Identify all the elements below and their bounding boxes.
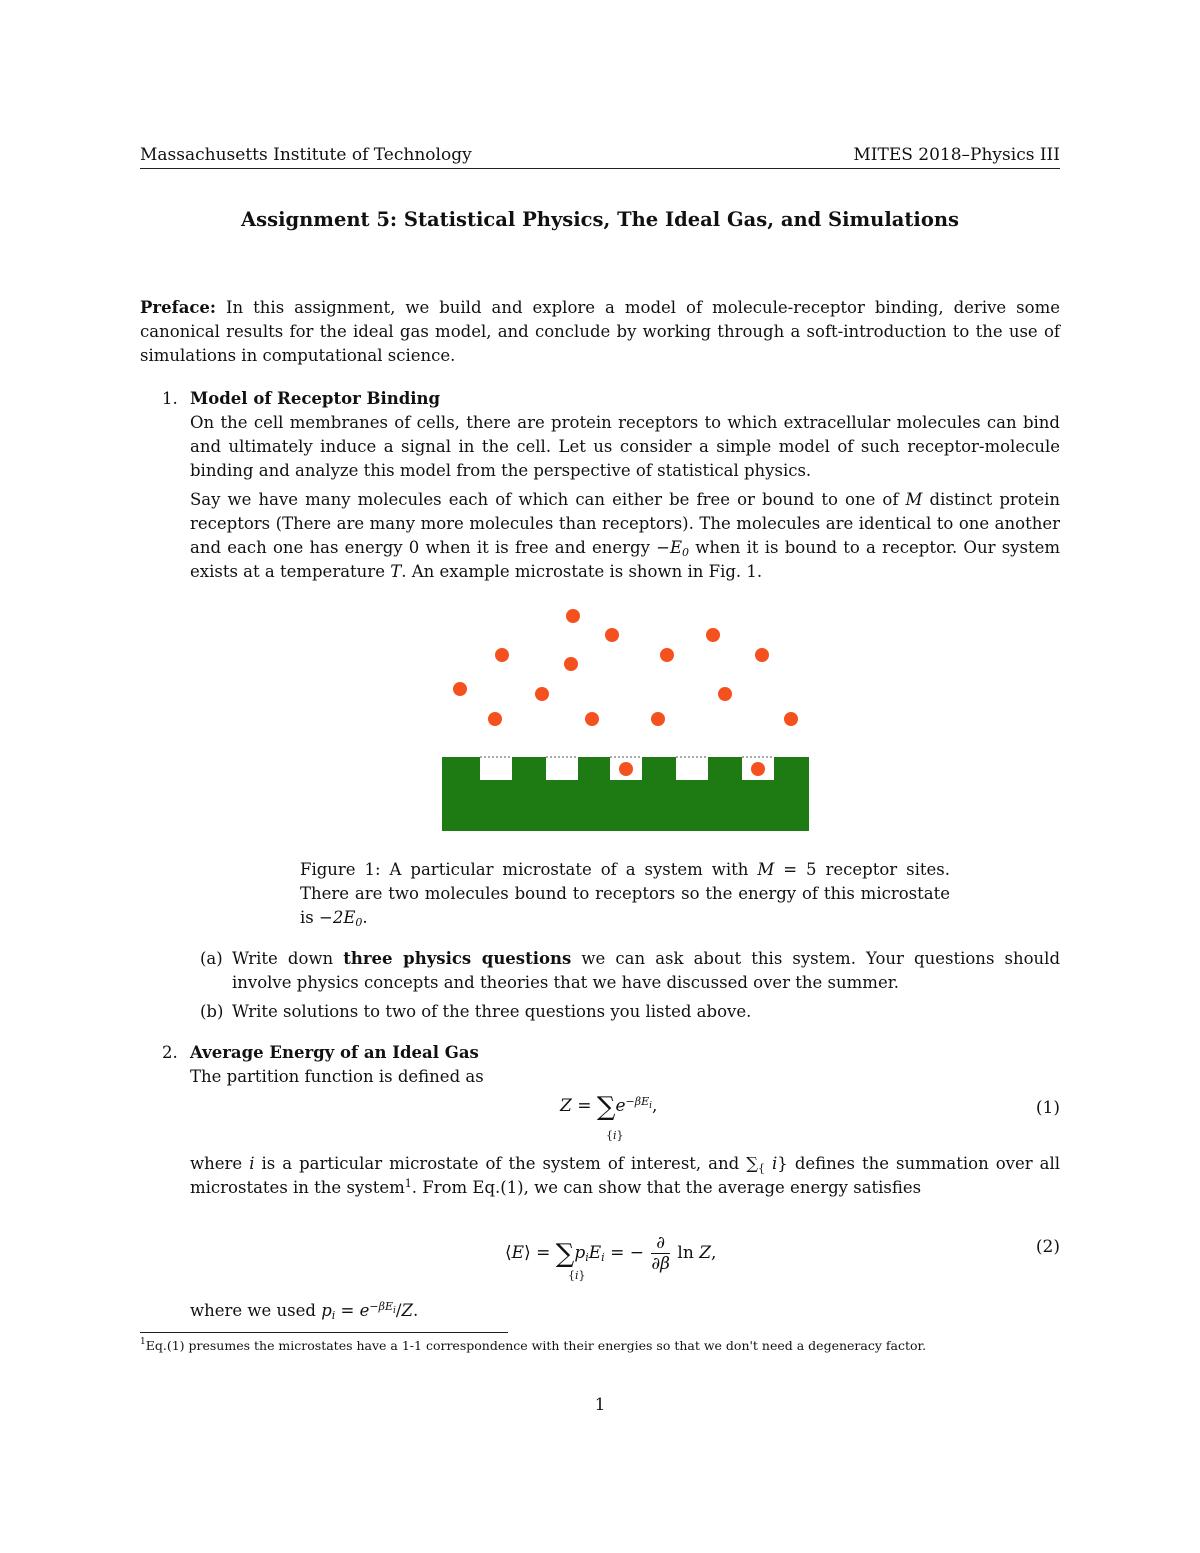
figure-1 <box>440 600 812 835</box>
section2-between: where i is a particular microstate of the system of interest, and $\sum_{\{}$ i} defines the summation over all microstates in the system$^1$. From Eq.(1), we can show that the average energy satisfies <box>190 1154 1061 1197</box>
page-number: 1 <box>594 1395 606 1414</box>
preface-label: Preface: <box>140 298 217 317</box>
var-neg-E0: $-E_0$ <box>656 538 690 559</box>
eq2-sum-limits: {i} <box>568 1269 586 1282</box>
eq1-sum-limits: {i} <box>606 1129 624 1142</box>
equation-1-number: (1) <box>1035 1098 1060 1118</box>
equation-2-number: (2) <box>1035 1237 1060 1257</box>
var-M: M <box>905 490 923 509</box>
molecule <box>605 628 619 642</box>
preface-text: In this assignment, we build and explore a model of molecule-receptor binding, derive some canonical results for the ideal gas model, and conclude by working through a soft-introduction to the use of simulations in computational science. <box>140 298 1060 365</box>
equation-1: $Z = \sum e^{-\beta E_i}$, <box>560 1092 658 1122</box>
footnote: $^1$Eq.(1) presumes the microstates have a 1-1 correspondence with their energies so that we don't need a degeneracy factor. <box>140 1337 927 1353</box>
bound-molecule <box>619 762 633 776</box>
equation-2: ⟨E⟩ = $\sum p_iE_i$ = − ∂ ∂β ln Z, <box>505 1233 717 1274</box>
question-a-label: (a) <box>200 949 223 968</box>
molecule <box>706 628 720 642</box>
section1-number: 1. <box>162 389 178 408</box>
section2-intro: The partition function is defined as <box>190 1067 484 1086</box>
molecule <box>566 609 580 623</box>
question-a: Write down three physics questions we can ask about this system. Your questions should involve physics concepts and theories that we have discussed over the summer. <box>232 949 1061 992</box>
free-molecules <box>453 609 798 726</box>
header-institution: Massachusetts Institute of Technology <box>140 145 472 165</box>
molecule <box>784 712 798 726</box>
question-b: Write solutions to two of the three questions you listed above. <box>232 1002 752 1021</box>
bound-molecules <box>619 762 765 776</box>
molecule <box>564 657 578 671</box>
header-course: MITES 2018–Physics III <box>853 145 1060 165</box>
molecule <box>660 648 674 662</box>
preface <box>140 296 1060 368</box>
section1-para2: Say we have many molecules each of which can either be free or bound to one of M distinct protein receptors (There are many more molecules than receptors). The molecules are identical to one another and each one has energy 0 when it is free and energy $-E_0$ when it is bound to a receptor. Our system exists at a temperature T. An example microstate is shown in Fig. 1. <box>190 490 1060 581</box>
molecule <box>535 687 549 701</box>
section1-heading: Model of Receptor Binding <box>190 389 441 408</box>
footnote-mark: 1 <box>404 1177 412 1190</box>
molecule <box>488 712 502 726</box>
section2-heading: Average Energy of an Ideal Gas <box>190 1043 479 1062</box>
question-b-label: (b) <box>200 1002 224 1021</box>
molecule <box>585 712 599 726</box>
molecule <box>495 648 509 662</box>
section2-after: where we used $p_i = e^{-\beta E_i}/Z$. <box>190 1300 419 1322</box>
footnote-rule <box>140 1332 508 1333</box>
figure-caption: Figure 1: A particular microstate of a system with M = 5 receptor sites. There are two molecules bound to receptors so the energy of this microstate is $-2E_0$. <box>300 860 950 929</box>
bound-molecule <box>751 762 765 776</box>
molecule <box>755 648 769 662</box>
var-T: T <box>390 562 402 581</box>
molecule <box>718 687 732 701</box>
page-title: Assignment 5: Statistical Physics, The Ideal Gas, and Simulations <box>241 208 959 231</box>
section2-number: 2. <box>162 1043 178 1062</box>
molecule <box>651 712 665 726</box>
header-rule <box>140 168 1060 169</box>
molecule <box>453 682 467 696</box>
section1-para1: On the cell membranes of cells, there are protein receptors to which extracellular molecules can bind and ultimately induce a signal in the cell. Let us consider a simple model of such receptor-molecule binding and analyze this model from the perspective of statistical physics. <box>190 413 1060 480</box>
